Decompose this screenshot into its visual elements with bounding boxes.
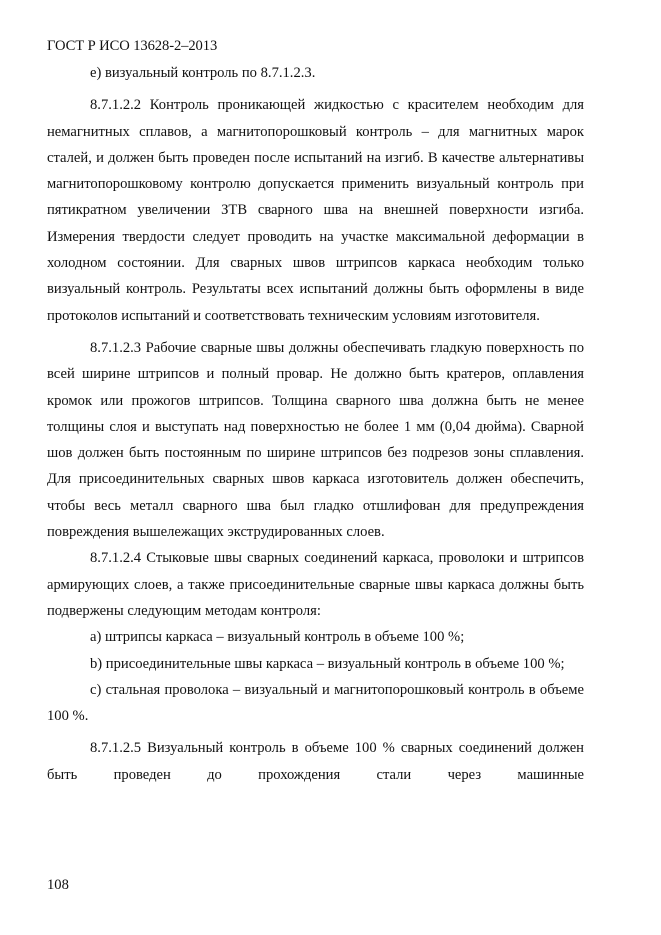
page-number: 108	[47, 877, 69, 893]
document-body	[47, 60, 584, 788]
paragraph-8-7-1-2-3: 8.7.1.2.3 Рабочие сварные швы должны обеспечивать гладкую поверхность по всей ширине штрипсов и полный провар. Не должно быть кратеров, оплавления кромок или прожогов штрипсов. Толщина сварного шва должна быть не менее толщины слоя и выступать над поверхностью не более 1 мм (0,04 дюйма). Сварной шов должен быть постоянным по ширине штрипсов без подрезов зоны сплавления. Для присоединительных сварных швов каркаса изготовитель должен обеспечить, чтобы весь металл сварного шва был гладко отшлифован для предупреждения повреждения вышележащих экструдированных слоев.	[47, 339, 584, 541]
paragraph-8-7-1-2-2: 8.7.1.2.2 Контроль проникающей жидкостью с красителем необходим для немагнитных сплавов, а магнитопорошковый контроль – для магнитных марок сталей, и должен быть проведен после испытаний на изгиб. В качестве альтернативы магнитопорошковому контролю допускается применить визуальный контроль при пятикратном увеличении ЗТВ сварного шва на внешней поверхности изгиба. Измерения твердости следует проводить на участке максимальной деформации в холодном состоянии. Для сварных швов штрипсов каркаса необходим только визуальный контроль. Результаты всех испытаний должны быть оформлены в виде протоколов испытаний и соответствовать техническим условиям изготовителя.	[47, 97, 584, 324]
list-item-a: а) штрипсы каркаса – визуальный контроль в объеме 100 %;	[90, 629, 465, 646]
page-header: ГОСТ Р ИСО 13628-2–2013	[47, 38, 218, 54]
list-item-b: b) присоединительные швы каркаса – визуальный контроль в объеме 100 %;	[90, 655, 565, 672]
paragraph-8-7-1-2-4: 8.7.1.2.4 Стыковые швы сварных соединений каркаса, проволоки и штрипсов армирующих слоев, а также присоединительные сварные швы каркаса должны быть подвержены следующим методам контроля:	[47, 550, 584, 619]
list-item-e: е) визуальный контроль по 8.7.1.2.3.	[90, 65, 316, 81]
list-item-c: с) стальная проволока – визуальный и магнитопорошковый контроль в объеме 100 %.	[47, 681, 584, 725]
paragraph-8-7-1-2-5: 8.7.1.2.5 Визуальный контроль в объеме 100 % сварных соединений должен быть проведен до прохождения стали через машинные	[47, 740, 584, 783]
